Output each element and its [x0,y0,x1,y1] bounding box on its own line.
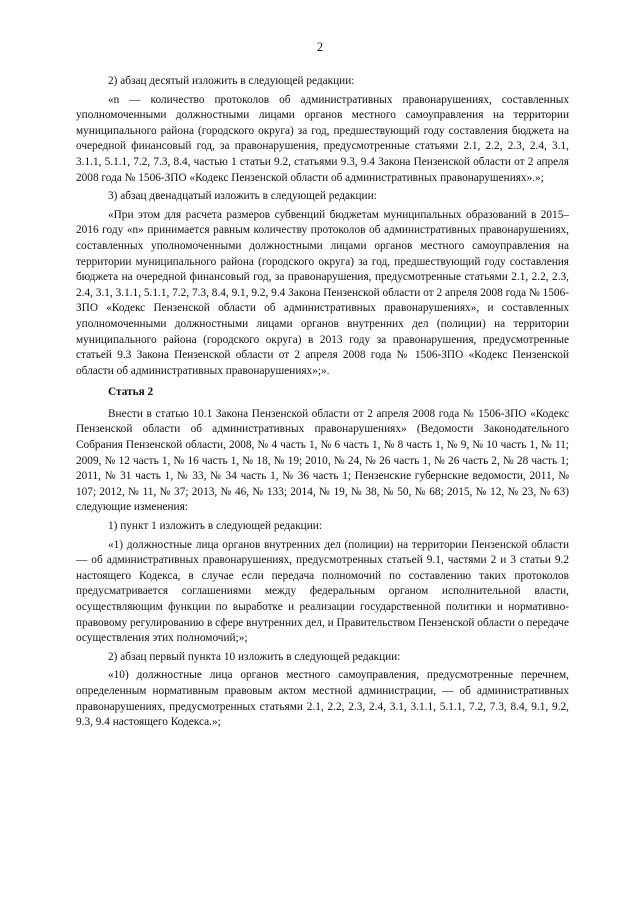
article-2-item-1-text: «1) должностные лица органов внутренних дел (полиции) на территории Пензенской области — об административных правонарушениях, предусмотренных статьей 9.1, частями 2 и 3 статьи 9.2 настоящего Кодекса, в случае если передача полномочий по составлению таких протоколов предусматривается соглашениями между федеральным органом исполнительной власти, осуществляющим функции по выработке и реализации государственной политики и нормативно-правовому регулированию в сфере внутренних дел, и Правительством Пензенской области о передаче осуществления этих полномочий;»; [76,538,569,645]
article-2-item-2-text: «10) должностные лица органов местного самоуправления, предусмотренные перечнем, определенным нормативным правовым актом местной администрации, — об административных правонарушениях, предусмотренных статьями 2.1, 2.2, 2.3, 2.4, 3.1, 3.1.1, 5.1.1, 7.2, 7.3, 8.4, 9.1, 9.2, 9.3, 9.4 настоящего Кодекса.»; [76,669,569,729]
amendment-text-n-definition: «n — количество протоколов об административных правонарушениях, составленных уполномоченными должностными лицами органов местного самоуправления на территории муниципального района (городского округа) за год, предшествующий году составления бюджета на очередной финансовый год, за правонарушения, предусмотренные статьями 2.1, 2.2, 2.3, 2.4, 3.1, 3.1.1, 5.1.1, 7.2, 7.3, 8.4, частью 1 статьи 9.2, статьями 9.3, 9.4 Закона Пензенской области от 2 апреля 2008 года № 1506-ЗПО «Кодекс Пензенской области об административных правонарушениях».»; [76,93,569,184]
document-body [76,74,569,734]
article-2-heading: Статья 2 [108,386,154,399]
article-2-item-2: 2) абзац первый пункта 10 изложить в следующей редакции: [108,650,401,663]
amendment-item-3: 3) абзац двенадцатый изложить в следующей редакции: [108,190,377,203]
amendment-item-2: 2) абзац десятый изложить в следующей редакции: [108,75,355,87]
amendment-text-subvention-calc: «При этом для расчета размеров субвенций бюджетам муниципальных образований в 2015–2016 году «n» принимается равным количеству протоколов об административных правонарушениях, составленных уполномоченными должностными лицами органов местного самоуправления на территории муниципального района (городского округа) за год, предшествующий году составления бюджета на очередной финансовый год, за правонарушения, предусмотренные статьями 2.1, 2.2, 2.3, 2.4, 3.1, 3.1.1, 5.1.1, 7.2, 7.3, 8.4, 9.1, 9.2, 9.4 Закона Пензенской области от 2 апреля 2008 года № 1506-ЗПО «Кодекс Пензенской области об административных правонарушениях», и составленных уполномоченными должностными лицами органов внутренних дел (полиции) на территории муниципального района (городского округа) в 2013 году за правонарушения, предусмотренные статьей 9.3 Закона Пензенской области от 2 апреля 2008 года № 1506-ЗПО «Кодекс Пензенской области об административных правонарушениях»;». [76,208,569,377]
page-number: 2 [316,40,324,54]
article-2-item-1: 1) пункт 1 изложить в следующей редакции: [108,520,322,533]
article-2-intro: Внести в статью 10.1 Закона Пензенской области от 2 апреля 2008 года № 1506-ЗПО «Кодекс Пензенской области об административных правонарушениях» (Ведомости Законодательного Собрания Пензенской области, 2008, № 4 часть 1, № 6 часть 1, № 8 часть 1, № 9, № 10 часть 1, № 11; 2009, № 12 часть 1, № 16 часть 1, № 18, № 19; 2010, № 24, № 26 часть 1, № 26 часть 2, № 28 часть 1; 2011, № 31 часть 1, № 33, № 34 часть 1, № 36 часть 1; Пензенские губернские ведомости, 2011, № 107; 2012, № 11, № 37; 2013, № 46, № 133; 2014, № 19, № 38, № 50, № 68; 2015, № 12, № 23, № 63) следующие изменения: [76,407,569,514]
